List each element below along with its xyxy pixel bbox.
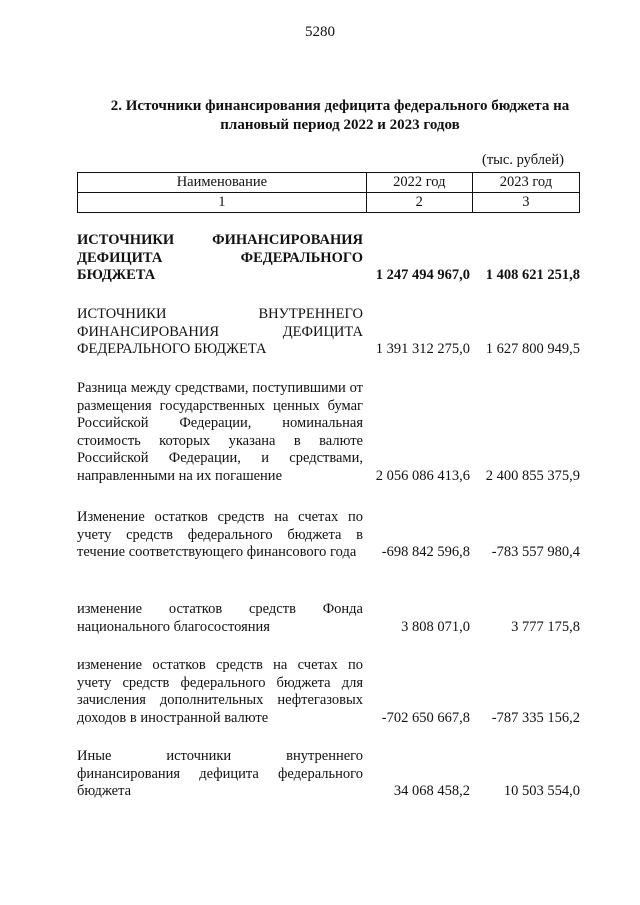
table-header-row <box>78 173 580 193</box>
section-heading <box>60 97 620 135</box>
units-label: (тыс. рублей) <box>482 152 564 168</box>
row-name: Иные источники внутреннего финансирования дефицита федерального бюджета <box>77 748 363 799</box>
column-header-2022: 2022 год <box>366 173 472 193</box>
section-heading-line-1: 2. Источники финансирования дефицита федерального бюджета на <box>110 98 570 114</box>
row-name: изменение остатков средств Фонда национального благосостояния <box>77 601 363 635</box>
column-number-1: 1 <box>78 193 367 213</box>
table-header <box>77 172 580 213</box>
column-header-2023: 2023 год <box>472 173 579 193</box>
column-number-3: 3 <box>472 193 579 213</box>
row-name: ИСТОЧНИКИ ФИНАНСИРОВАНИЯ ДЕФИЦИТА ФЕДЕРАЛЬНОГО БЮДЖЕТА <box>77 232 363 283</box>
row-value-2022: 1 247 494 967,0 <box>375 267 470 283</box>
row-value-2023: 1 408 621 251,8 <box>485 267 580 283</box>
row-name: ИСТОЧНИКИ ВНУТРЕННЕГО ФИНАНСИРОВАНИЯ ДЕФИЦИТА ФЕДЕРАЛЬНОГО БЮДЖЕТА <box>77 306 363 357</box>
row-name: Изменение остатков средств на счетах по учету средств федерального бюджета в течение соответствующего финансового года <box>77 509 363 560</box>
row-value-2022: 1 391 312 275,0 <box>375 341 470 357</box>
row-value-2022: -702 650 667,8 <box>381 709 470 726</box>
row-value-2023: 1 627 800 949,5 <box>485 341 580 357</box>
table-row <box>77 380 580 485</box>
row-value-2022: 3 808 071,0 <box>401 618 470 635</box>
table-column-numbers-row <box>78 193 580 213</box>
row-value-2023: 3 777 175,8 <box>511 618 580 635</box>
table-row <box>77 657 580 727</box>
row-value-2023: -783 557 980,4 <box>491 544 580 560</box>
section-heading-line-2: плановый период 2022 и 2023 годов <box>220 117 460 133</box>
column-number-2: 2 <box>366 193 472 213</box>
row-value-2022: 2 056 086 413,6 <box>375 467 470 484</box>
table-row <box>77 232 580 285</box>
row-name: изменение остатков средств на счетах по учету средств федерального бюджета для зачисления дополнительных нефтегазовых доходов в иностранной валюте <box>77 657 363 726</box>
table-row <box>77 509 580 562</box>
column-header-name: Наименование <box>78 173 367 193</box>
table-row <box>77 601 580 636</box>
row-value-2023: 10 503 554,0 <box>503 783 580 799</box>
row-value-2022: -698 842 596,8 <box>381 544 470 560</box>
table-row <box>77 306 580 359</box>
row-value-2023: 2 400 855 375,9 <box>485 467 580 484</box>
row-value-2022: 34 068 458,2 <box>393 783 470 799</box>
table-row <box>77 748 580 801</box>
row-value-2023: -787 335 156,2 <box>491 709 580 726</box>
row-name: Разница между средствами, поступившими от размещения государственных ценных бумаг Российской Федерации, номинальная стоимость которых указана в валюте Российской Федерации, и средствами, направленными на их погашение <box>77 380 363 484</box>
page-number: 5280 <box>305 24 335 40</box>
